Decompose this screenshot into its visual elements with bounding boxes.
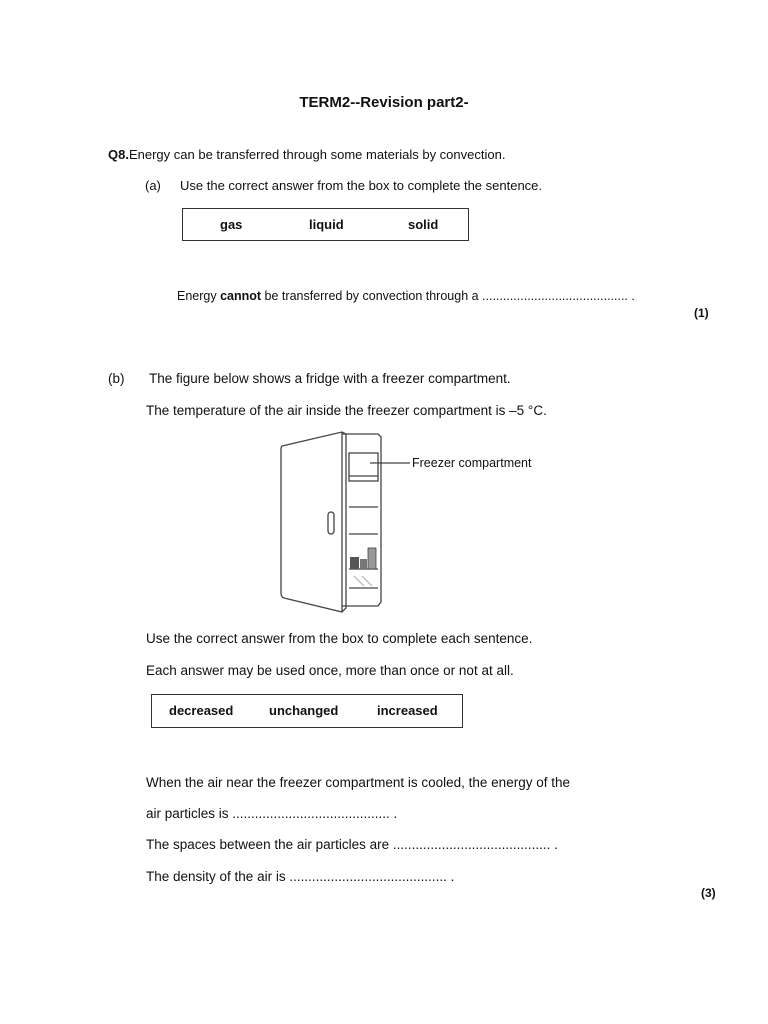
answer-box-b <box>151 694 463 728</box>
part-b-instruction-2: Each answer may be used once, more than once or not at all. <box>146 663 514 678</box>
question-8-stem <box>108 147 505 162</box>
page-title: TERM2--Revision part2- <box>299 94 469 111</box>
sentence-1-line-2: air particles is .......................................... . <box>146 806 398 821</box>
option-increased: increased <box>377 703 438 718</box>
part-a-instruction: Use the correct answer from the box to complete the sentence. <box>180 178 543 193</box>
part-b-intro: The figure below shows a fridge with a freezer compartment. <box>149 371 511 386</box>
door-handle <box>328 512 334 534</box>
sentence-emphasis: cannot <box>220 289 262 303</box>
fridge-body <box>342 434 381 606</box>
part-a-label: (a) <box>145 178 161 193</box>
part-a-sentence <box>177 289 635 303</box>
sentence-end: be transferred by convection through a .......................................... . <box>261 289 635 303</box>
sentence-start: Energy <box>177 289 221 303</box>
option-gas: gas <box>220 217 243 232</box>
food-items <box>350 548 376 586</box>
part-b-label: (b) <box>108 371 125 386</box>
fridge-door <box>281 432 346 612</box>
question-text: Energy can be transferred through some materials by convection. <box>128 147 506 162</box>
fridge-figure <box>270 428 410 618</box>
option-decreased: decreased <box>169 703 234 718</box>
marks-part-b: (3) <box>701 886 716 900</box>
option-solid: solid <box>408 217 439 232</box>
freezer-compartment <box>349 453 378 481</box>
marks-part-a: (1) <box>694 306 709 320</box>
part-b-temperature: The temperature of the air inside the freezer compartment is –5 °C. <box>146 403 547 418</box>
figure-label-freezer: Freezer compartment <box>412 456 532 470</box>
sentence-2: The spaces between the air particles are .......................................... . <box>146 837 558 852</box>
question-number: Q8. <box>108 147 129 162</box>
option-unchanged: unchanged <box>269 703 339 718</box>
sentence-1-line-1: When the air near the freezer compartment is cooled, the energy of the <box>146 775 570 790</box>
sentence-3: The density of the air is .......................................... . <box>146 869 455 884</box>
answer-box-a <box>182 208 469 241</box>
option-liquid: liquid <box>309 217 344 232</box>
part-b-instruction-1: Use the correct answer from the box to complete each sentence. <box>146 631 533 646</box>
